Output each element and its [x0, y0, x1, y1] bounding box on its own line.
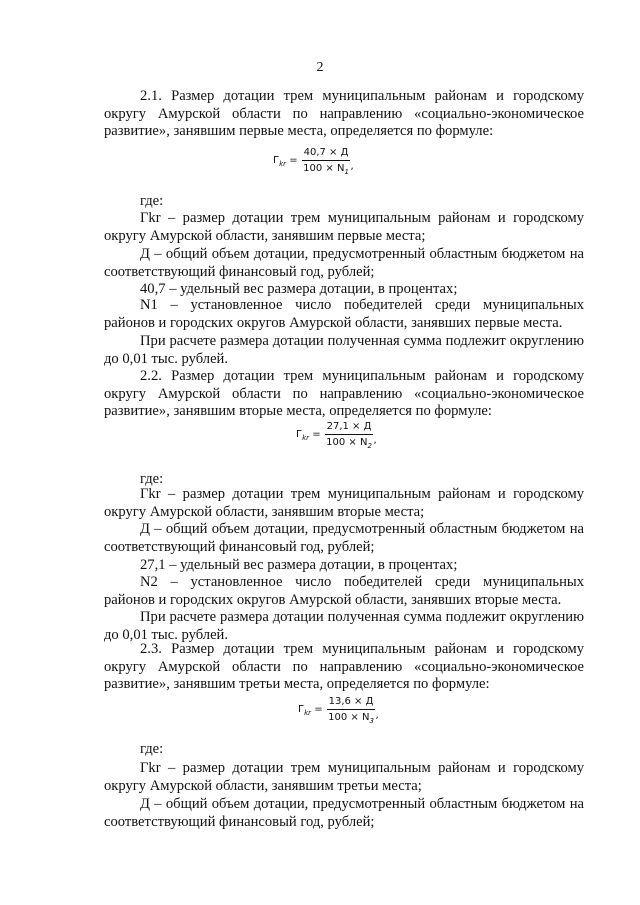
- denominator: $100 \times N_1$: [303, 163, 349, 176]
- rounding-note: При расчете размера дотации полученная сумма подлежит округлению до 0,01 тыс. рублей.: [104, 609, 584, 643]
- fraction: [327, 696, 379, 725]
- definition: Д – общий объем дотации, предусмотренный областным бюджетом на соответствующий финансовый год, рублей;: [104, 796, 584, 830]
- rounding-note: При расчете размера дотации полученная сумма подлежит округлению до 0,01 тыс. рублей.: [104, 333, 584, 367]
- formula-lhs: $Г_{kr}$ =: [296, 429, 321, 442]
- formula-lhs: $Г_{kr}$ =: [273, 155, 298, 168]
- definition: N1 – установленное число победителей среди муниципальных районов и городских округов Амурской области, занявших первые места.: [104, 297, 584, 331]
- numerator: 27,1 × Д: [325, 421, 374, 435]
- definition: Д – общий объем дотации, предусмотренный областным бюджетом на соответствующий финансовый год, рублей;: [104, 246, 584, 280]
- definition: 40,7 – удельный вес размера дотации, в процентах;: [140, 281, 458, 297]
- fraction: [325, 421, 377, 450]
- formula-2-2: [296, 421, 416, 450]
- definition: N2 – установленное число победителей среди муниципальных районов и городских округов Амурской области, занявших вторые места.: [104, 574, 584, 608]
- section-2-3-intro: 2.3. Размер дотации трем муниципальным районам и городскому округу Амурской области по направлению «социально-экономическое развитие», занявшим третьи места, определяется по формуле:: [104, 641, 584, 693]
- page-number: 2: [316, 60, 324, 75]
- formula-comma: ,: [373, 435, 377, 446]
- where-label: где:: [140, 741, 164, 757]
- section-2-2-intro: 2.2. Размер дотации трем муниципальным районам и городскому округу Амурской области по направлению «социально-экономическое развитие», занявшим вторые места, определяется по формуле:: [104, 368, 584, 420]
- where-label: где:: [140, 193, 164, 209]
- where-label: где:: [140, 471, 164, 487]
- section-2-1-intro: 2.1. Размер дотации трем муниципальным районам и городскому округу Амурской области по направлению «социально-экономическое развитие», занявшим первые места, определяется по формуле:: [104, 88, 584, 140]
- definition: Д – общий объем дотации, предусмотренный областным бюджетом на соответствующий финансовый год, рублей;: [104, 521, 584, 555]
- formula-2-3: [298, 696, 418, 725]
- numerator: 13,6 × Д: [327, 696, 376, 710]
- denominator: $100 \times N_2$: [326, 437, 372, 450]
- formula-2-1: [273, 147, 393, 176]
- numerator: 40,7 × Д: [302, 147, 351, 161]
- definition: 27,1 – удельный вес размера дотации, в процентах;: [140, 557, 458, 573]
- fraction: [302, 147, 354, 176]
- denominator: $100 \times N_3$: [328, 712, 374, 725]
- definition: Гkr – размер дотации трем муниципальным районам и городскому округу Амурской области, занявшим первые места;: [104, 210, 584, 244]
- formula-comma: ,: [375, 710, 379, 721]
- definition: Гkr – размер дотации трем муниципальным районам и городскому округу Амурской области, занявшим третьи места;: [104, 760, 584, 794]
- definition: Гkr – размер дотации трем муниципальным районам и городскому округу Амурской области, занявшим вторые места;: [104, 486, 584, 520]
- formula-lhs: $Г_{kr}$ =: [298, 704, 323, 717]
- formula-comma: ,: [350, 161, 354, 172]
